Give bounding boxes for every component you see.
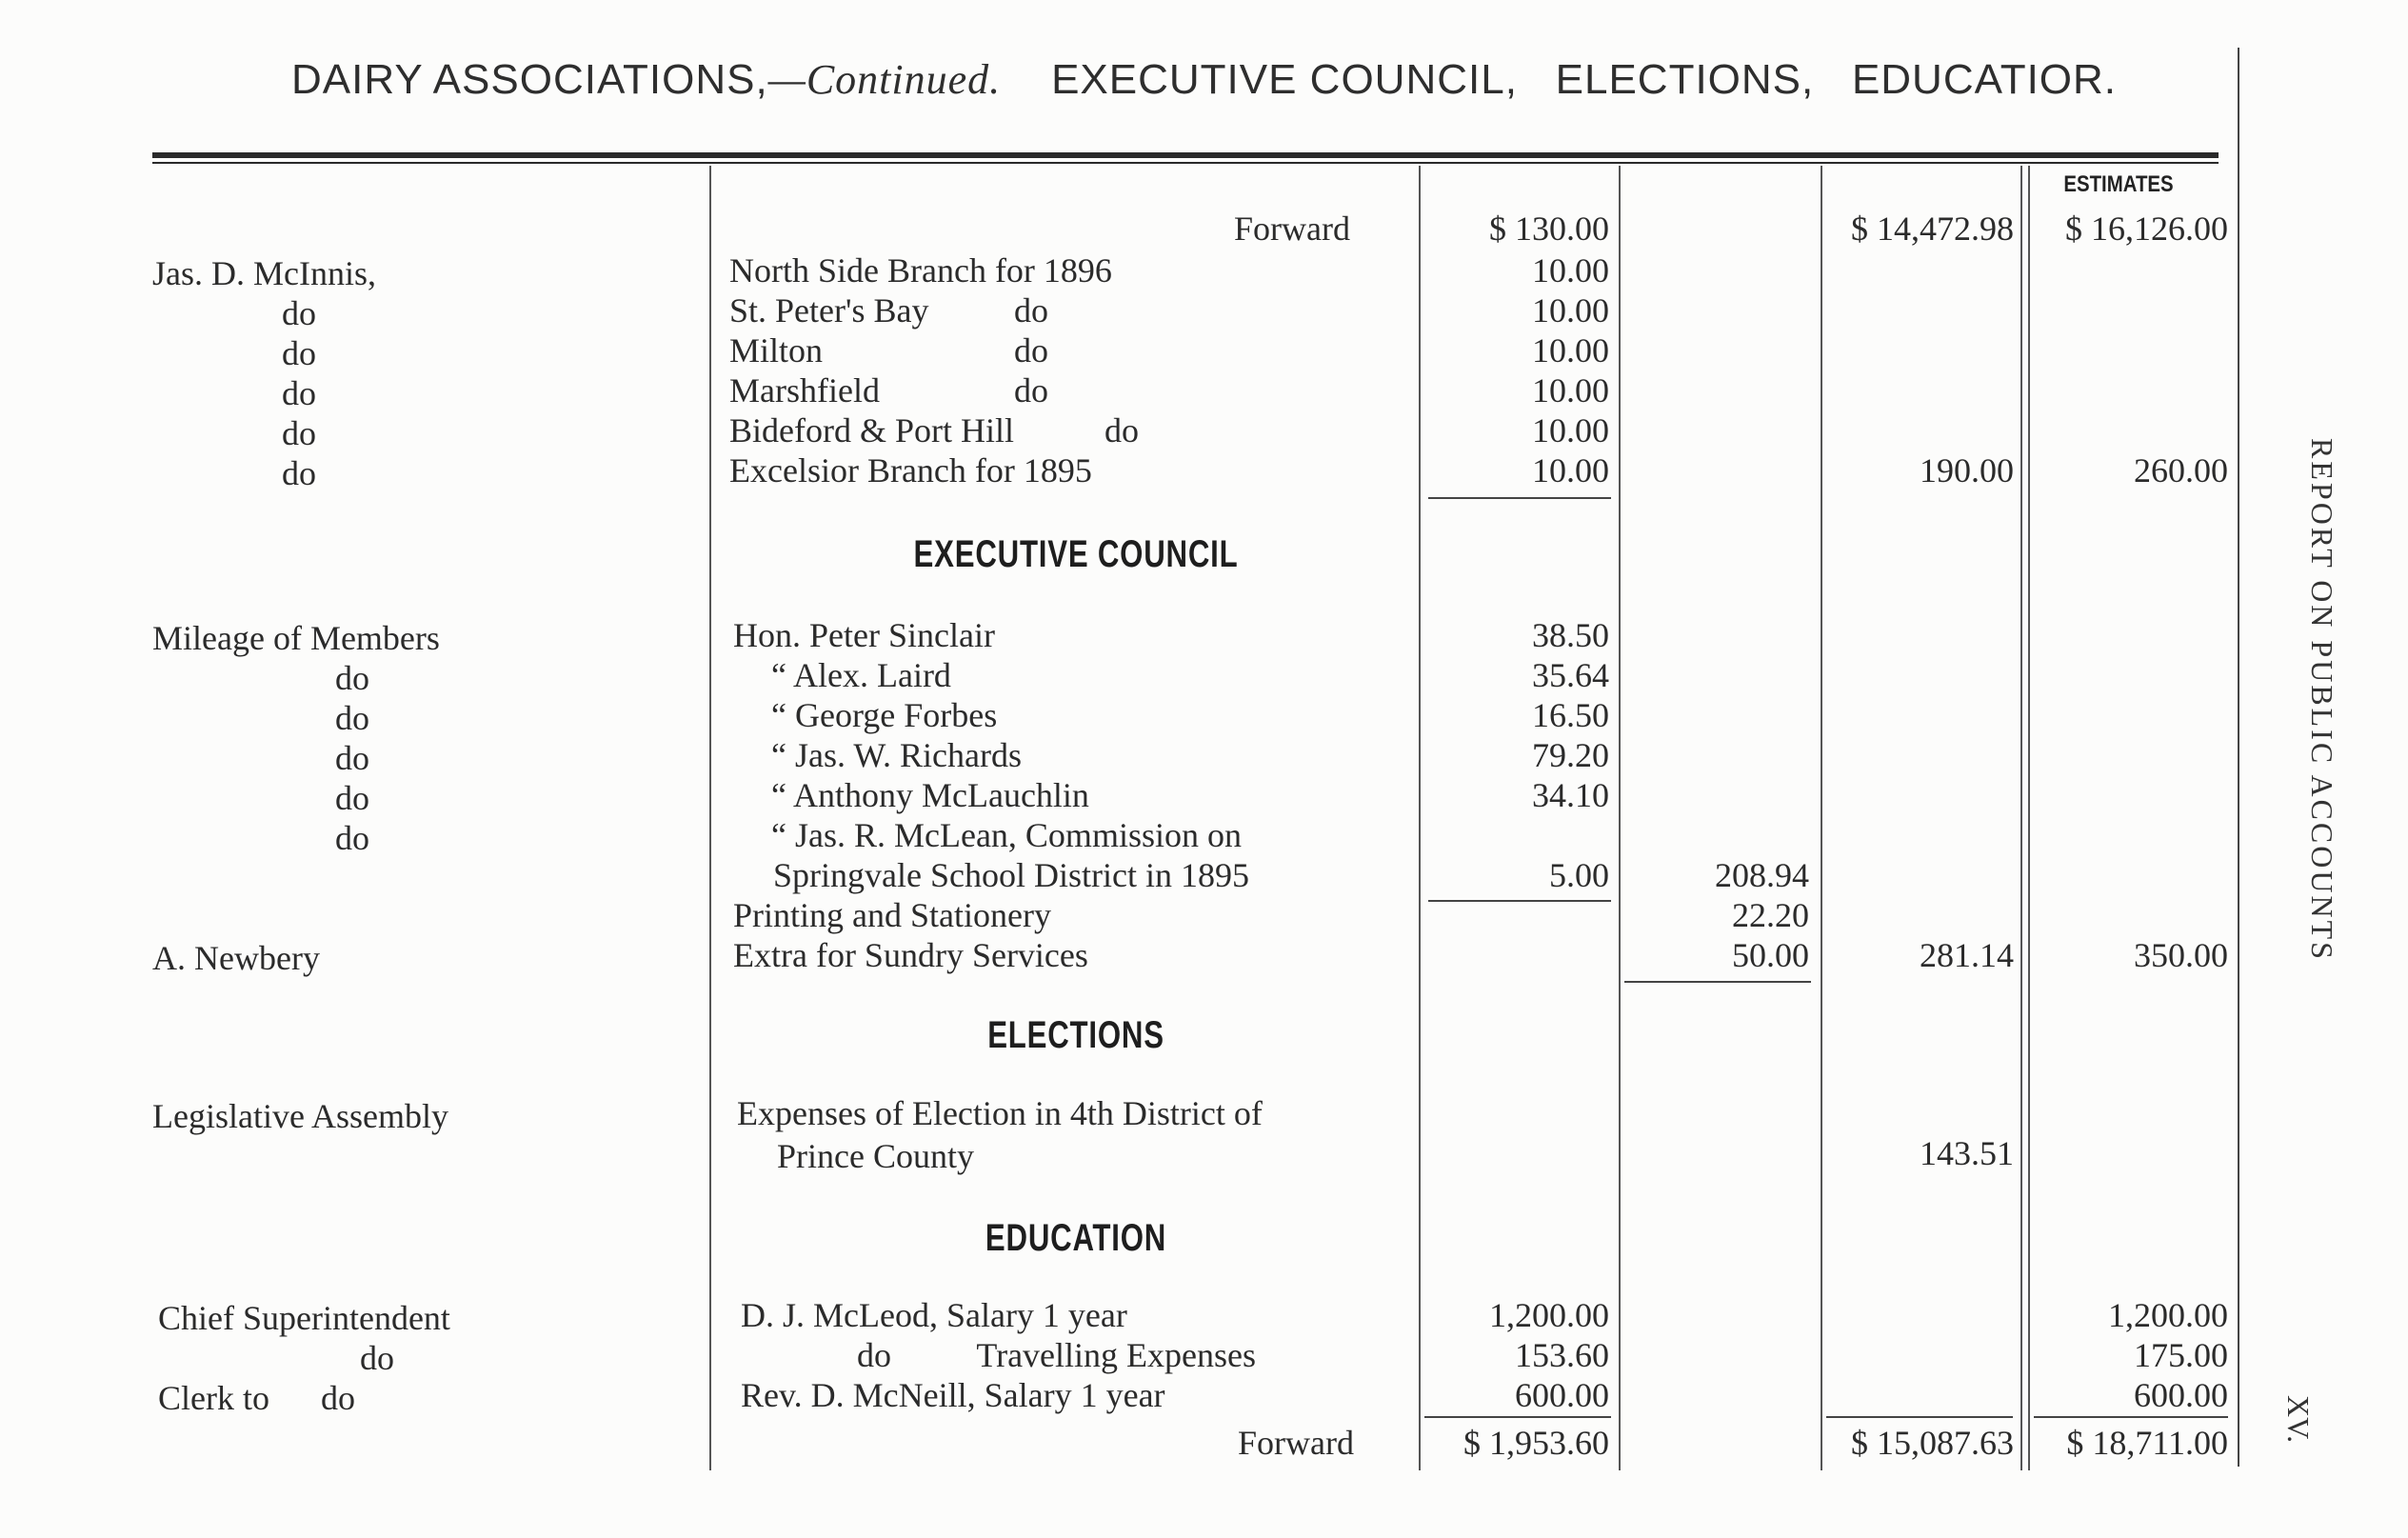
column-divider <box>2020 166 2022 1470</box>
exec-desc: “ Alex. Laird <box>771 656 951 694</box>
edu-estimate: 175.00 <box>2134 1336 2228 1374</box>
dairy-desc: Milton <box>729 331 824 370</box>
exec-total-d: 350.00 <box>2134 936 2228 974</box>
exec-desc: “ Jas. R. McLean, Commission on <box>771 816 1242 854</box>
edu-desc: Rev. D. McNeill, Salary 1 year <box>741 1376 1165 1414</box>
column-divider <box>709 166 711 1470</box>
header-education: EDUCATIOR. <box>1851 56 2118 103</box>
dairy-ditto: do <box>1014 331 1048 370</box>
dairy-amount: 10.00 <box>1532 291 1609 330</box>
side-running-title: REPORT ON PUBLIC ACCOUNTS <box>2305 438 2339 962</box>
edu-amount: 153.60 <box>1515 1336 1609 1374</box>
header-elections: ELECTIONS, <box>1555 56 1815 103</box>
edu-estimate: 1,200.00 <box>2108 1296 2228 1334</box>
edu-amount: 1,200.00 <box>1489 1296 1609 1334</box>
estimates-header: ESTIMATES <box>2063 171 2174 197</box>
exec-payee: Mileage of Members <box>152 619 440 657</box>
edu-amount: 600.00 <box>1515 1376 1609 1414</box>
section-elections: ELECTIONS <box>987 1014 1164 1056</box>
exec-payee: do <box>335 739 369 777</box>
dairy-desc: Excelsior Branch for 1895 <box>729 451 1092 489</box>
exec-payee: do <box>335 779 369 817</box>
exec-amount: 35.64 <box>1532 656 1609 694</box>
exec-amount: 38.50 <box>1532 616 1609 654</box>
dairy-payee: do <box>282 334 316 372</box>
extra-subtotal-rule <box>1624 981 1811 983</box>
exec-cont-desc: Springvale School District in 1895 <box>773 856 1249 894</box>
exec-desc: Hon. Peter Sinclair <box>733 616 995 654</box>
dairy-payee: do <box>282 454 316 492</box>
dairy-desc: Bideford & Port Hill <box>729 411 1014 449</box>
exec-amount: 34.10 <box>1532 776 1609 814</box>
dairy-amount: 10.00 <box>1532 251 1609 290</box>
forward-bottom-a: $ 1,953.60 <box>1463 1424 1609 1462</box>
elections-desc-1: Expenses of Election in 4th District of <box>737 1094 1263 1132</box>
edu-estimate: 600.00 <box>2134 1376 2228 1414</box>
printing-amount: 22.20 <box>1732 896 1809 934</box>
dairy-payee: do <box>282 374 316 412</box>
column-divider <box>2028 166 2030 1470</box>
edu-desc: do Travelling Expenses <box>857 1336 1256 1374</box>
forward-bottom-c: $ 15,087.63 <box>1851 1424 2014 1462</box>
column-divider <box>1821 166 1822 1470</box>
dairy-subtotal-c: 190.00 <box>1920 451 2014 489</box>
dairy-payee: do <box>282 414 316 452</box>
forward-top-a: $ 130.00 <box>1489 210 1609 248</box>
page-number: XV. <box>2281 1395 2316 1444</box>
header-dairy: DAIRY ASSOCIATIONS, <box>291 56 768 103</box>
elections-payee: Legislative Assembly <box>152 1097 448 1135</box>
section-education: EDUCATION <box>985 1217 1167 1259</box>
edu-payee: do <box>360 1339 394 1377</box>
dairy-amount: 10.00 <box>1532 411 1609 449</box>
dairy-desc: Marshfield <box>729 371 880 409</box>
exec-cont-subtotal: 208.94 <box>1715 856 1809 894</box>
header-executive: EXECUTIVE COUNCIL, <box>1051 56 1518 103</box>
exec-payee: do <box>335 699 369 737</box>
header-rule-thick <box>152 152 2219 158</box>
edu-payee: Chief Superintendent <box>158 1299 450 1337</box>
forward-bottom-d: $ 18,711.00 <box>2066 1424 2228 1462</box>
dairy-subtotal-d: 260.00 <box>2134 451 2228 489</box>
exec-total-c: 281.14 <box>1920 936 2014 974</box>
dairy-amount: 10.00 <box>1532 451 1609 489</box>
section-executive-council: EXECUTIVE COUNCIL <box>913 533 1239 575</box>
dairy-amount: 10.00 <box>1532 331 1609 370</box>
forward-rule-d <box>2034 1416 2228 1418</box>
page-right-edge <box>2238 48 2239 1467</box>
exec-desc: “ Anthony McLauchlin <box>771 776 1089 814</box>
exec-payee: do <box>335 659 369 697</box>
dairy-payee: do <box>282 294 316 332</box>
forward-top-c: $ 14,472.98 <box>1851 210 2014 248</box>
elections-desc-2: Prince County <box>777 1137 974 1175</box>
forward-rule-a <box>1424 1416 1611 1418</box>
forward-label: Forward <box>1234 210 1350 248</box>
header-rule-thin <box>152 162 2219 164</box>
exec-desc: “ George Forbes <box>771 696 998 734</box>
edu-payee: Clerk to do <box>158 1379 355 1417</box>
exec-desc: “ Jas. W. Richards <box>771 736 1022 774</box>
dairy-ditto: do <box>1014 371 1048 409</box>
exec-subtotal-rule <box>1428 900 1611 902</box>
header-continued: —Continued. <box>767 56 1002 103</box>
dairy-subtotal-rule <box>1428 497 1611 499</box>
dairy-desc: St. Peter's Bay <box>729 291 929 330</box>
forward-rule-c <box>1826 1416 2013 1418</box>
exec-cont-amount: 5.00 <box>1549 856 1609 894</box>
exec-amount: 16.50 <box>1532 696 1609 734</box>
edu-desc: D. J. McLeod, Salary 1 year <box>741 1296 1127 1334</box>
printing-desc: Printing and Stationery <box>733 896 1051 934</box>
forward-top-d: $ 16,126.00 <box>2065 210 2228 248</box>
dairy-ditto: do <box>1014 291 1048 330</box>
exec-payee: do <box>335 819 369 857</box>
page-header <box>291 55 2117 104</box>
dairy-amount: 10.00 <box>1532 371 1609 409</box>
extra-amount: 50.00 <box>1732 936 1809 974</box>
elections-total: 143.51 <box>1920 1134 2014 1172</box>
forward-bottom-label: Forward <box>1238 1424 1354 1462</box>
dairy-ditto: do <box>1104 411 1139 449</box>
extra-desc: Extra for Sundry Services <box>733 936 1088 974</box>
extra-payee: A. Newbery <box>152 939 320 977</box>
exec-amount: 79.20 <box>1532 736 1609 774</box>
dairy-payee: Jas. D. McInnis, <box>152 254 376 292</box>
dairy-desc: North Side Branch for 1896 <box>729 251 1112 290</box>
column-divider <box>1619 166 1621 1470</box>
